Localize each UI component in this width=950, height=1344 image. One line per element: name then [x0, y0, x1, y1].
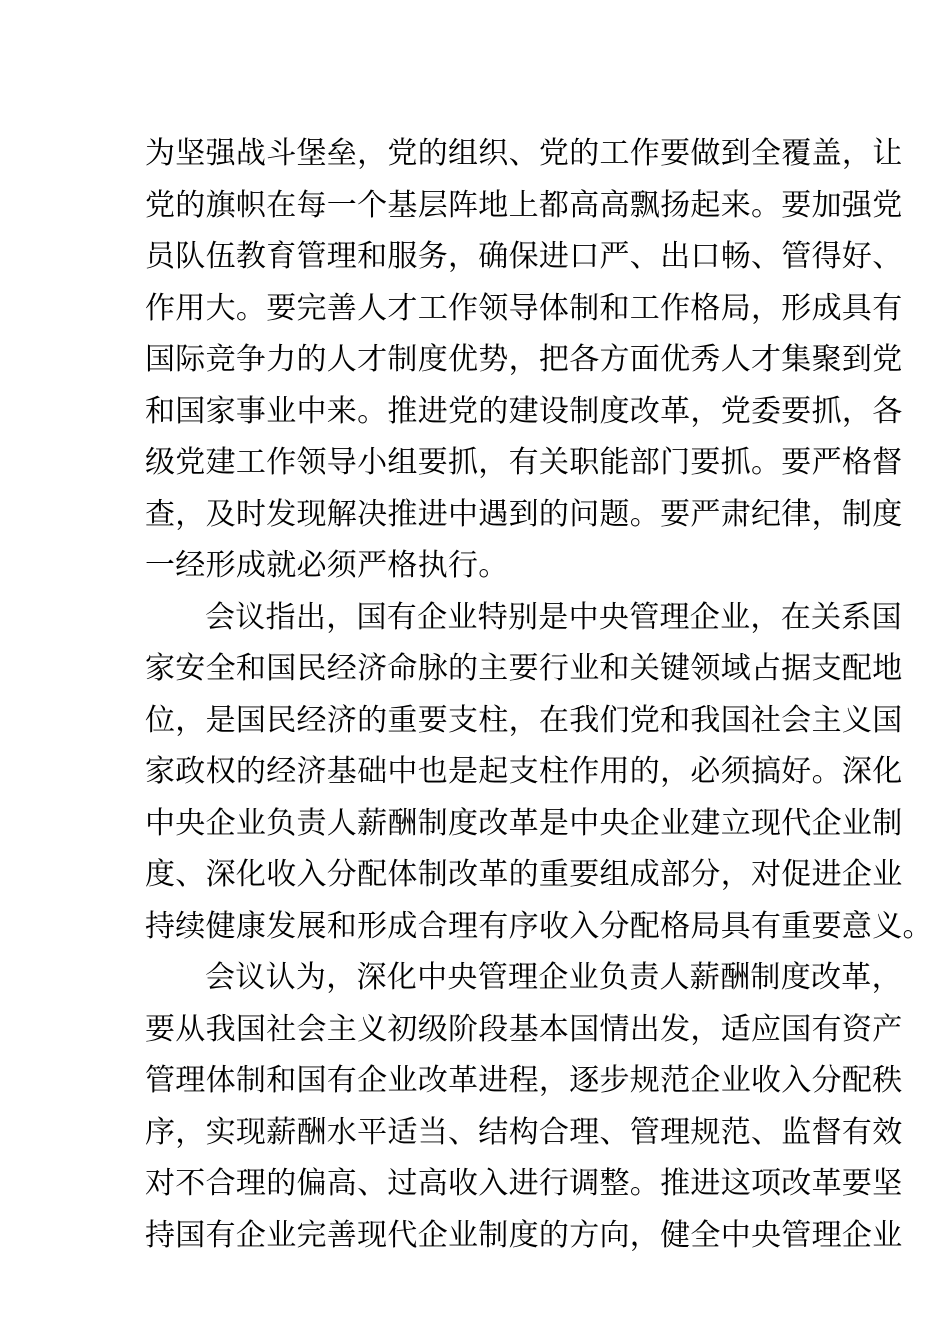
text-line: 查，及时发现解决推进中遇到的问题。要严肃纪律，制度 [145, 496, 903, 532]
text-line: 中央企业负责人薪酬制度改革是中央企业建立现代企业制 [145, 805, 903, 841]
text-line: 国际竞争力的人才制度优势，把各方面优秀人才集聚到党 [145, 342, 903, 377]
text-line: 一经形成就必须严格执行。 [145, 548, 509, 583]
text-line: 员队伍教育管理和服务，确保进口严、出口畅、管得好、 [145, 239, 903, 274]
text-line: 和国家事业中来。推进党的建设制度改革，党委要抓，各 [145, 393, 903, 429]
paragraph-start-line: 会议认为，深化中央管理企业负责人薪酬制度改革， [205, 960, 902, 995]
text-line: 作用大。要完善人才工作领导体制和工作格局，形成具有 [145, 290, 903, 326]
paragraph-start-line: 会议指出，国有企业特别是中央管理企业，在关系国 [205, 599, 902, 635]
text-line: 为坚强战斗堡垒，党的组织、党的工作要做到全覆盖，让 [145, 136, 903, 171]
text-line: 持国有企业完善现代企业制度的方向，健全中央管理企业 [145, 1217, 903, 1253]
body-text [145, 134, 933, 1267]
text-line: 对不合理的偏高、过高收入进行调整。推进这项改革要坚 [145, 1166, 903, 1201]
text-line: 持续健康发展和形成合理有序收入分配格局具有重要意义。 [145, 908, 933, 944]
text-line: 党的旗帜在每一个基层阵地上都高高飘扬起来。要加强党 [145, 187, 903, 223]
text-line: 度、深化收入分配体制改革的重要组成部分，对促进企业 [145, 857, 903, 892]
text-line: 序，实现薪酬水平适当、结构合理、管理规范、监督有效 [145, 1114, 903, 1150]
text-line: 家安全和国民经济命脉的主要行业和关键领域占据支配地 [145, 651, 903, 686]
text-line: 家政权的经济基础中也是起支柱作用的，必须搞好。深化 [145, 754, 903, 789]
text-line: 级党建工作领导小组要抓，有关职能部门要抓。要严格督 [145, 445, 903, 480]
text-line: 位，是国民经济的重要支柱，在我们党和我国社会主义国 [145, 702, 903, 738]
text-line: 管理体制和国有企业改革进程，逐步规范企业收入分配秩 [145, 1063, 903, 1098]
text-line: 要从我国社会主义初级阶段基本国情出发，适应国有资产 [145, 1011, 903, 1047]
